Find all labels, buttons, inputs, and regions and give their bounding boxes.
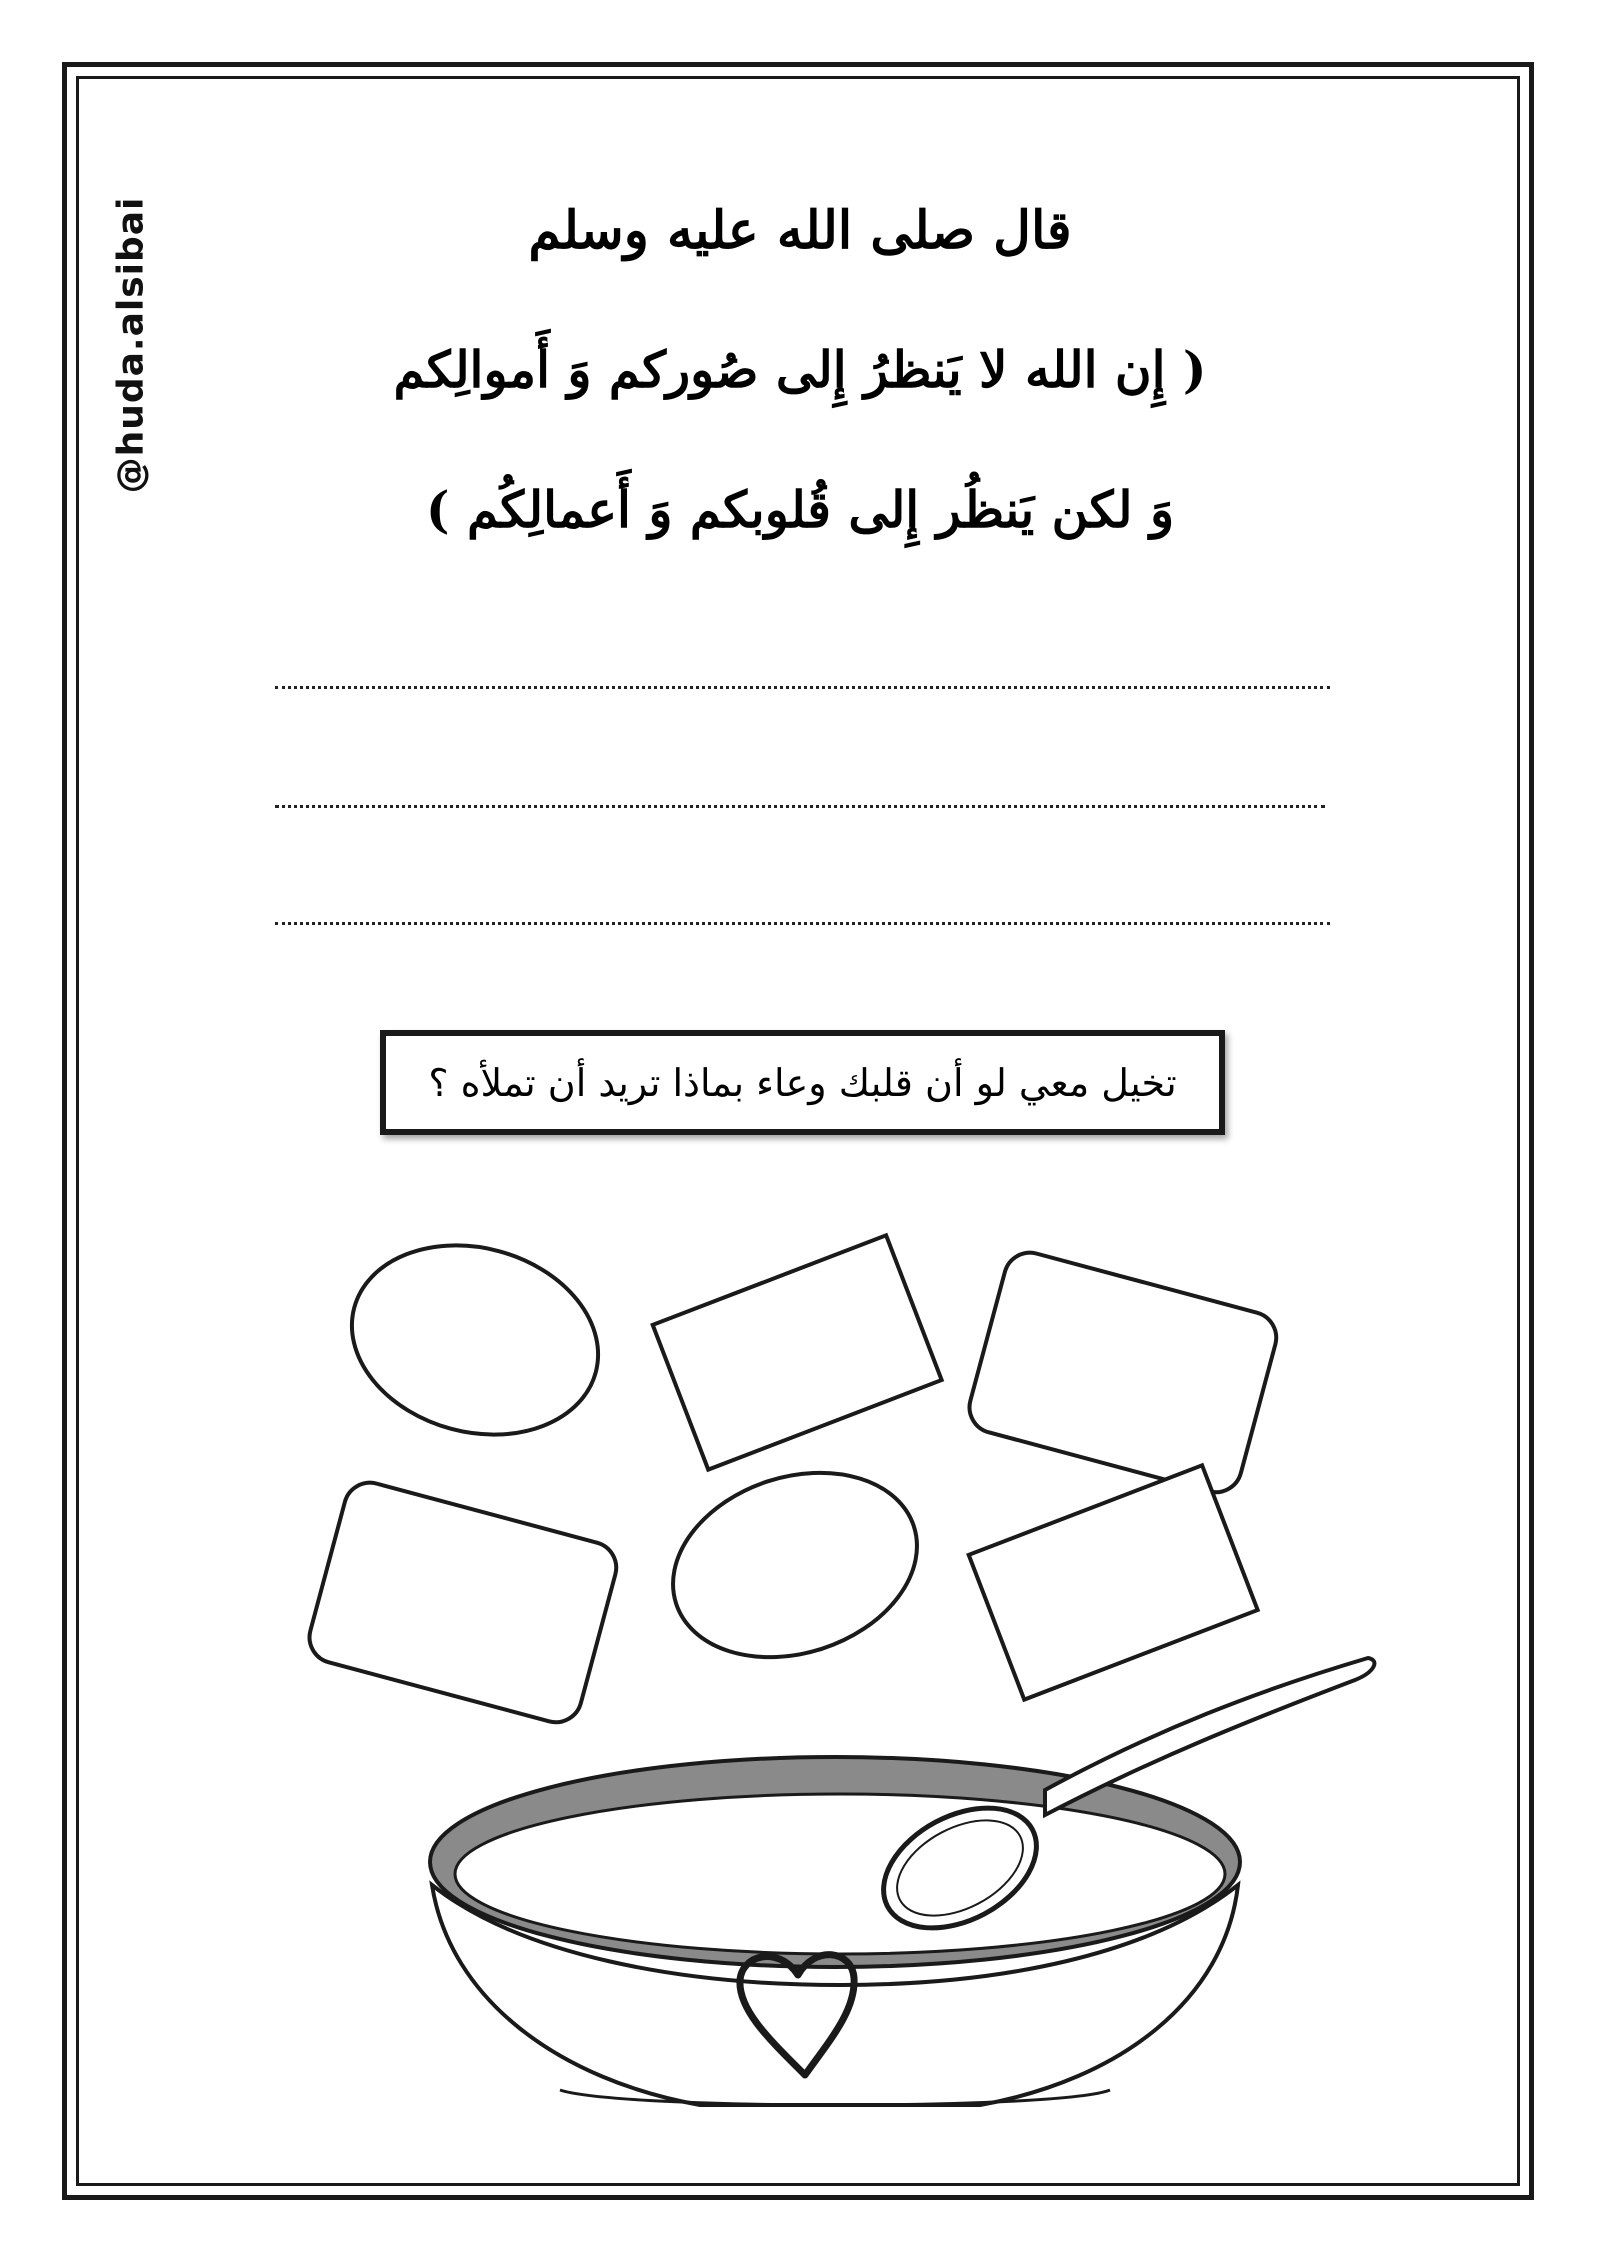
- answer-shape-rounded-rect-1[interactable]: [964, 1247, 1282, 1498]
- answer-shape-rect-1[interactable]: [653, 1235, 942, 1469]
- hadith-line-2: وَ لكن يَنظُر إِلى قُلوبكم وَ أَعمالِكُم ): [425, 480, 1175, 539]
- answer-shape-oval-2[interactable]: [649, 1443, 941, 1688]
- answer-shape-oval-1[interactable]: [330, 1219, 619, 1461]
- answer-shape-rounded-rect-2[interactable]: [304, 1477, 622, 1728]
- hadith-title: قال صلى الله عليه وسلم: [528, 200, 1072, 261]
- bowl-icon: [430, 1757, 1240, 2105]
- watermark: @huda.alsibai: [110, 196, 152, 494]
- hadith-line-1: ( إِن الله لا يَنظرُ إِلى صُوركم وَ أَموالِكم: [393, 340, 1207, 399]
- answer-shape-rect-2[interactable]: [969, 1465, 1258, 1699]
- question-text: تخيل معي لو أن قلبك وعاء بماذا تريد أن تملأه ؟: [428, 1060, 1177, 1105]
